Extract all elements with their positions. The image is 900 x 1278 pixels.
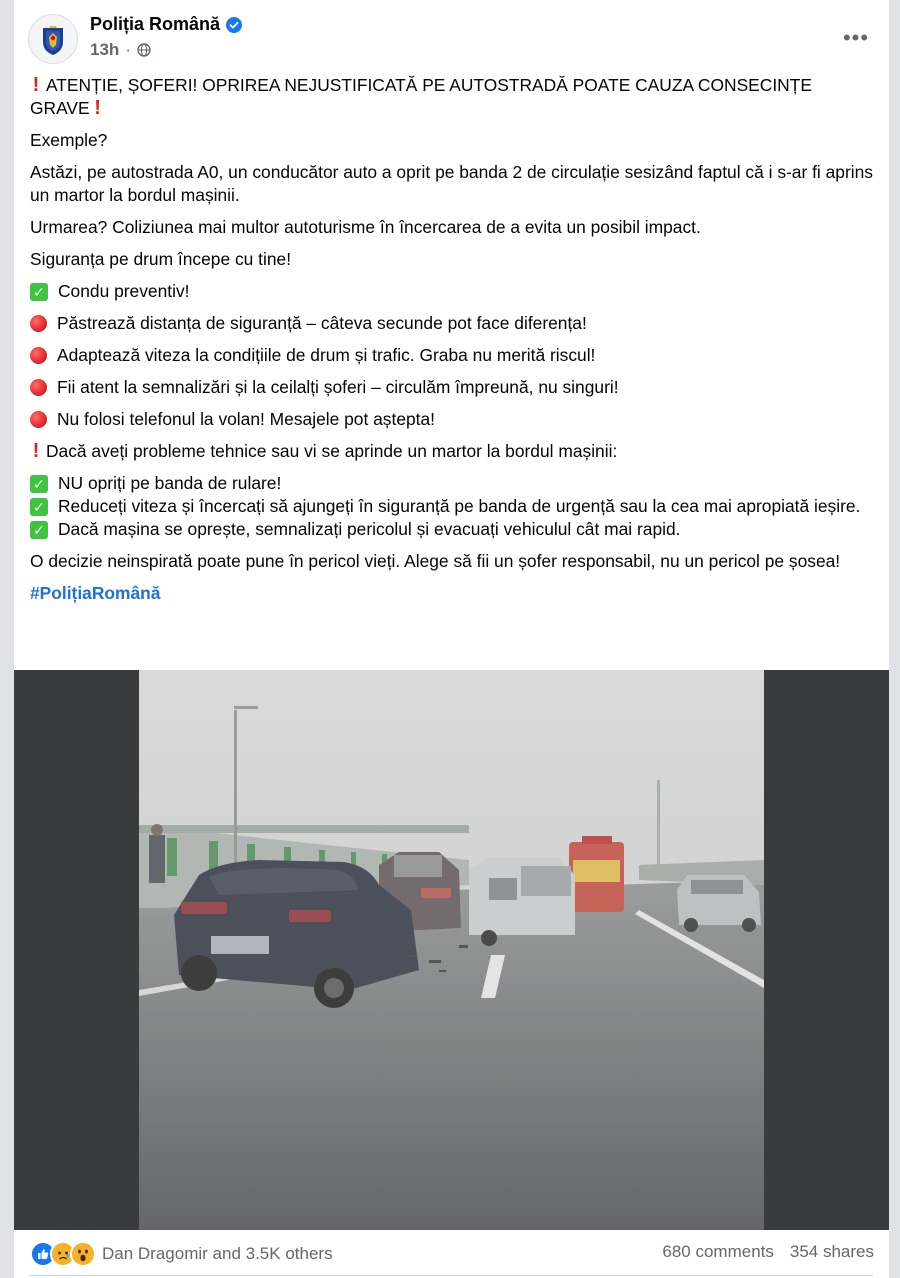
- reactions-text[interactable]: Dan Dragomir and 3.5K others: [102, 1244, 333, 1263]
- advice-item: [30, 495, 875, 518]
- advice-item: [30, 518, 875, 541]
- paragraph: Exemple?: [30, 130, 108, 150]
- background-right: [889, 0, 900, 1278]
- tip-item: [30, 408, 875, 431]
- check-mark-icon: ✓: [30, 475, 48, 493]
- headline-text: ATENȚIE, ȘOFERI! OPRIREA NEJUSTIFICATĂ PE AUTOSTRADĂ POATE CAUZA CONSECINȚE GRAVE: [30, 75, 812, 118]
- tip-text: Adaptează viteza la condițiile de drum și trafic. Graba nu merită riscul!: [57, 345, 596, 365]
- post-photo-container[interactable]: [14, 670, 889, 1230]
- advice-text: Dacă mașina se oprește, semnalizați pericolul și evacuați vehiculul cât mai rapid.: [58, 519, 681, 539]
- tip-item: [30, 280, 875, 303]
- warning-line: [30, 440, 875, 463]
- post-timestamp[interactable]: 13h: [90, 40, 120, 59]
- hashtag-link[interactable]: #PolițiaRomână: [30, 583, 161, 603]
- page-name[interactable]: [90, 14, 242, 35]
- warning-text: Dacă aveți probleme tehnice sau vi se aprinde un martor la bordul mașinii:: [46, 441, 618, 461]
- engagement-counts: [662, 1242, 874, 1262]
- post-footer: [14, 1230, 889, 1278]
- tip-text: Fii atent la semnalizări și la ceilalți șoferi – circulăm împreună, nu singuri!: [57, 377, 619, 397]
- footer-divider: [30, 1275, 873, 1276]
- exclamation-icon: !: [32, 74, 40, 96]
- red-circle-icon: [30, 379, 47, 396]
- verified-badge-icon: [226, 17, 242, 33]
- tip-text: Nu folosi telefonul la volan! Mesajele pot aștepta!: [57, 409, 435, 429]
- tip-item: [30, 376, 875, 399]
- headline: [30, 74, 875, 120]
- advice-text: Reduceți viteza și încercați să ajungeți în siguranță pe banda de urgență sau la cea mai apropiată ieșire.: [58, 496, 861, 516]
- tip-text: Condu preventiv!: [58, 281, 190, 301]
- police-crest-icon: [29, 15, 77, 63]
- check-mark-icon: ✓: [30, 521, 48, 539]
- red-circle-icon: [30, 411, 47, 428]
- post-card: [14, 0, 889, 1278]
- wow-reaction-icon: [70, 1241, 96, 1267]
- post-meta: [90, 40, 151, 60]
- globe-icon[interactable]: [137, 43, 151, 57]
- check-mark-icon: ✓: [30, 498, 48, 516]
- post-header: [14, 0, 889, 70]
- check-mark-icon: ✓: [30, 283, 48, 301]
- post-text: [30, 74, 875, 605]
- paragraph: Urmarea? Coliziunea mai multor autoturisme în încercarea de a evita un posibil impact.: [30, 217, 701, 237]
- more-options-button[interactable]: [839, 24, 873, 52]
- paragraph: Astăzi, pe autostrada A0, un conducător auto a oprit pe banda 2 de circulație sesizând faptul că i s-ar fi aprins un martor la bordul mașinii.: [30, 162, 873, 205]
- background-left: [0, 0, 14, 1278]
- meta-separator: ·: [125, 40, 131, 59]
- comments-count[interactable]: 680 comments: [662, 1242, 774, 1261]
- shares-count[interactable]: 354 shares: [789, 1242, 874, 1261]
- advice-text: NU opriți pe banda de rulare!: [58, 473, 282, 493]
- tip-item: [30, 312, 875, 335]
- post-photo[interactable]: [139, 670, 764, 1230]
- paragraph: Siguranța pe drum începe cu tine!: [30, 249, 292, 269]
- closing-paragraph: O decizie neinspirată poate pune în pericol vieți. Alege să fii un șofer responsabil, nu un pericol pe șosea!: [30, 551, 841, 571]
- tip-item: [30, 344, 875, 367]
- advice-list: [30, 472, 875, 541]
- tip-text: Păstrează distanța de siguranță – câteva secunde pot face diferența!: [57, 313, 587, 333]
- exclamation-icon: !: [94, 97, 101, 119]
- exclamation-icon: !: [32, 440, 40, 462]
- advice-item: [30, 472, 875, 495]
- red-circle-icon: [30, 347, 47, 364]
- red-circle-icon: [30, 315, 47, 332]
- page-avatar[interactable]: [28, 14, 78, 64]
- page-name-text[interactable]: Poliția Română: [90, 14, 221, 34]
- reactions-summary[interactable]: [30, 1241, 333, 1267]
- highway-accident-photo: [139, 670, 764, 1230]
- more-options-icon: •••: [842, 25, 870, 50]
